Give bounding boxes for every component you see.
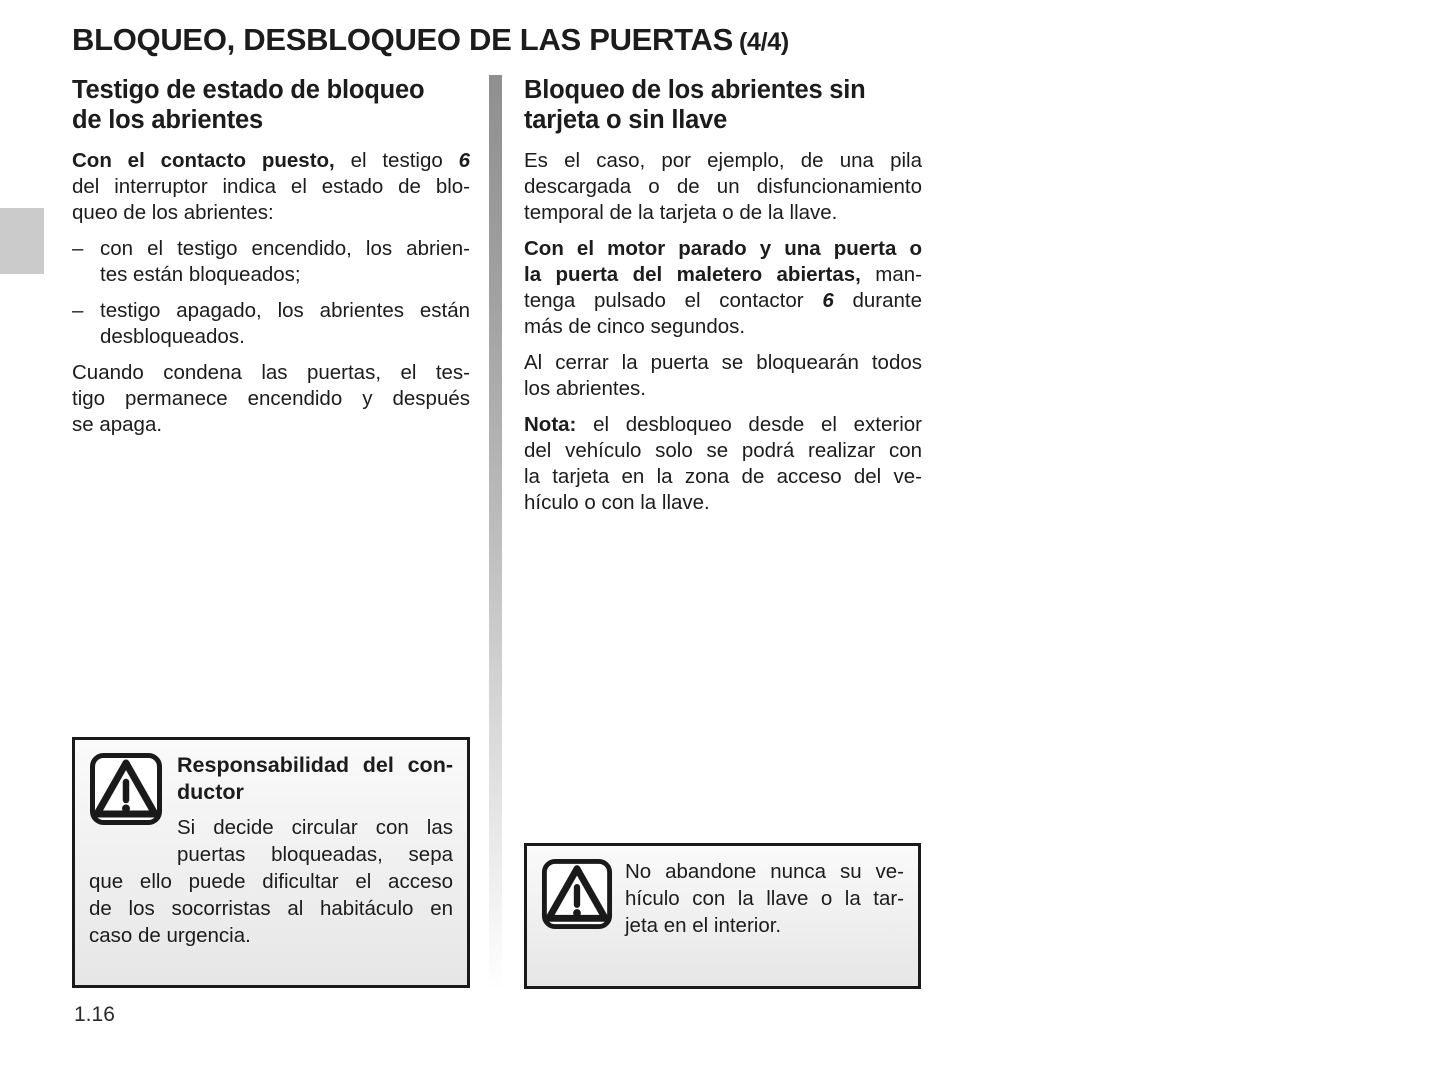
- left-section-heading: [72, 75, 470, 135]
- list-item: [72, 236, 470, 288]
- bullet-text: [100, 298, 470, 350]
- text-line: la tarjeta en la zona de acceso del ve-: [524, 465, 922, 488]
- warning-triangle-icon: [541, 858, 625, 934]
- heading-line: Testigo de estado de bloqueo: [72, 76, 425, 104]
- page-title: [72, 22, 789, 58]
- paragraph: [524, 412, 922, 516]
- text-line: desbloqueados.: [100, 325, 245, 348]
- text-line: Nota: el desbloqueo desde el exterior: [524, 413, 922, 436]
- text-line: hículo con la llave o la tar-: [625, 887, 904, 910]
- heading-line: de los abrientes: [72, 106, 263, 134]
- text-line: queo de los abrientes:: [72, 201, 274, 224]
- paragraph: [524, 236, 922, 340]
- driver-responsibility-warning-box: [72, 737, 470, 988]
- key-inside-warning-box: [524, 843, 921, 989]
- heading-line: tarjeta o sin llave: [524, 106, 728, 134]
- text-line: con el testigo encendido, los abrien-: [100, 237, 470, 260]
- text-line: la puerta del maletero abiertas, man-: [524, 263, 922, 286]
- column-divider: [489, 75, 502, 990]
- text-line: tigo permanece encendido y después: [72, 387, 470, 410]
- text-line: los abrientes.: [524, 377, 646, 400]
- text-line: tenga pulsado el contactor 6 durante: [524, 289, 922, 312]
- text-line: más de cinco segundos.: [524, 315, 746, 338]
- text-line: testigo apagado, los abrientes están: [100, 299, 470, 322]
- text-line: se apaga.: [72, 413, 163, 436]
- warning-triangle-icon: [89, 752, 177, 866]
- page-title-text: BLOQUEO, DESBLOQUEO DE LAS PUERTAS: [72, 22, 733, 57]
- text-line: descargada o de un disfuncionamiento: [524, 175, 922, 198]
- page-title-pagination: (4/4): [738, 28, 789, 56]
- bullet-dash: –: [72, 299, 84, 322]
- heading-line: Bloqueo de los abrientes sin: [524, 76, 866, 104]
- text-line: Cuando condena las puertas, el tes-: [72, 361, 470, 384]
- right-section-heading: [524, 75, 922, 135]
- text-line: Responsabilidad del con-: [177, 753, 453, 777]
- bullet-text: [100, 236, 470, 288]
- paragraph: [72, 148, 470, 226]
- text-line: temporal de la tarjeta o de la llave.: [524, 201, 838, 224]
- section-tab-marker: [0, 208, 44, 274]
- text-line: caso de urgencia.: [89, 924, 251, 947]
- text-line: Es el caso, por ejemplo, de una pila: [524, 149, 922, 172]
- right-column: [524, 75, 922, 526]
- text-line: del interruptor indica el estado de blo-: [72, 175, 470, 198]
- left-column: [72, 75, 470, 448]
- text-line: Con el motor parado y una puerta o: [524, 237, 922, 260]
- text-line: puertas bloqueadas, sepa: [177, 843, 453, 866]
- text-line: hículo o con la llave.: [524, 491, 710, 514]
- text-line: tes están bloqueados;: [100, 263, 301, 286]
- text-line: No abandone nunca su ve-: [625, 860, 904, 883]
- bullet-dash: –: [72, 237, 84, 260]
- list-item: [72, 298, 470, 350]
- text-line: ductor: [177, 780, 244, 804]
- text-line: de los socorristas al habitáculo en: [89, 897, 453, 920]
- paragraph: [524, 350, 922, 402]
- text-line: Si decide circular con las: [177, 816, 453, 839]
- text-line: Al cerrar la puerta se bloquearán todos: [524, 351, 922, 374]
- text-line: Con el contacto puesto, el testigo 6: [72, 149, 470, 172]
- text-line: que ello puede dificultar el acceso: [89, 870, 453, 893]
- page-number: 1.16: [74, 1003, 115, 1026]
- text-line: del vehículo solo se podrá realizar con: [524, 439, 922, 462]
- paragraph: [72, 360, 470, 438]
- text-line: jeta en el interior.: [625, 914, 782, 937]
- paragraph: [524, 148, 922, 226]
